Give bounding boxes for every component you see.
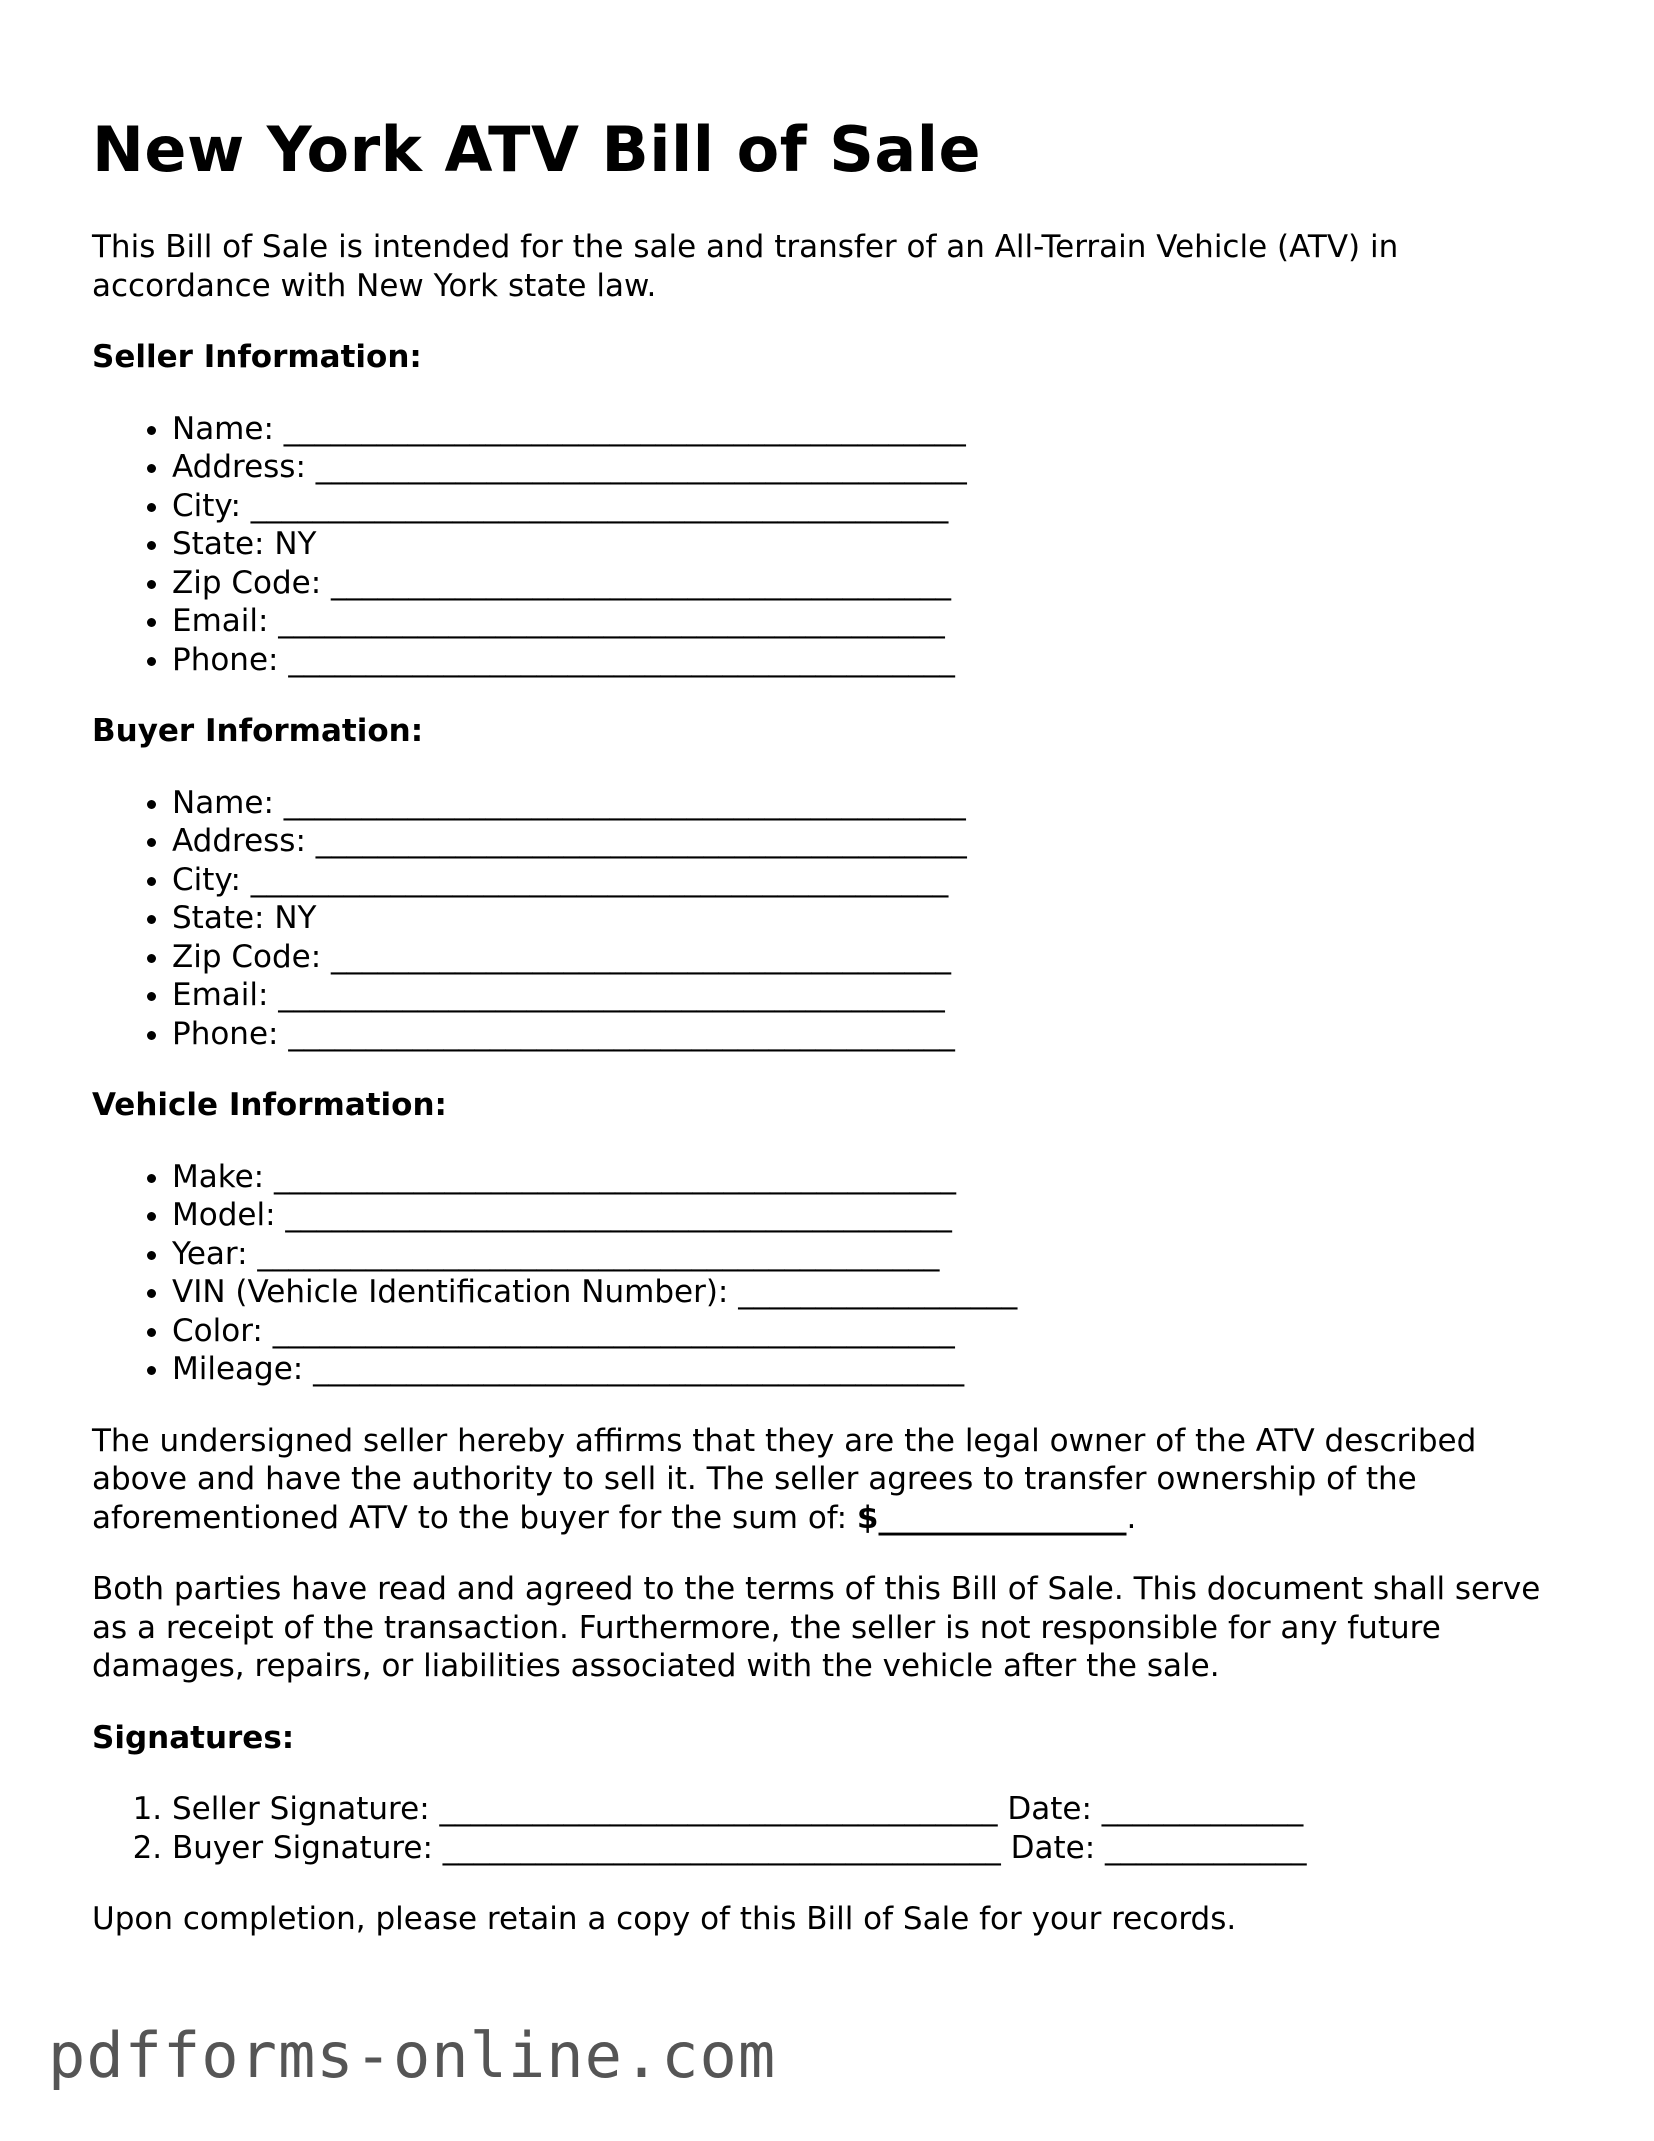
seller-name-field[interactable]: • Name: ____________________________________________ [172,410,1572,449]
buyer-heading: Buyer Information: [92,713,424,749]
seller-phone-field[interactable]: • Phone: ___________________________________________ [172,641,1572,680]
seller-signature-line[interactable]: 1. Seller Signature: ____________________________________ Date: _____________ [172,1790,1572,1829]
seller-address-field[interactable]: • Address: __________________________________________ [172,448,1572,487]
buyer-email-field[interactable]: • Email: ___________________________________________ [172,976,1572,1015]
affirmation-end: . [1126,1499,1137,1536]
page-title: New York ATV Bill of Sale [92,113,982,186]
buyer-signature-line[interactable]: 2. Buyer Signature: ____________________________________ Date: _____________ [172,1829,1572,1868]
vehicle-make-field[interactable]: • Make: ____________________________________________ [172,1158,1572,1197]
buyer-name-field[interactable]: • Name: ____________________________________________ [172,784,1572,823]
seller-heading: Seller Information: [92,339,422,375]
terms-paragraph: Both parties have read and agreed to the terms of this Bill of Sale. This document shall serve as a receipt of the transaction. Furthermore, the seller is not responsible for any future damages, repairs, or liabilities associated with the vehicle after the sale. [92,1571,1541,1684]
vehicle-heading: Vehicle Information: [92,1087,447,1123]
buyer-field-list [92,784,1572,1054]
seller-city-field[interactable]: • City: _____________________________________________ [172,487,1572,526]
signature-list [92,1790,1572,1867]
vehicle-year-field[interactable]: • Year: ____________________________________________ [172,1235,1572,1274]
buyer-city-field[interactable]: • City: _____________________________________________ [172,861,1572,900]
signatures-heading: Signatures: [92,1719,295,1756]
site-watermark: pdfforms-online.com [48,2019,777,2092]
document-page [92,110,1572,1972]
affirmation-text: The undersigned seller hereby affirms that they are the legal owner of the ATV described above and have the authority to sell it. The seller agrees to transfer ownership of the aforementioned ATV to the buyer for the sum of: [92,1422,1477,1536]
seller-field-list [92,410,1572,680]
buyer-zip-field[interactable]: • Zip Code: ________________________________________ [172,938,1572,977]
affirmation-paragraph [92,1422,1572,1538]
vehicle-field-list [92,1158,1572,1389]
vehicle-color-field[interactable]: • Color: ____________________________________________ [172,1312,1572,1351]
buyer-phone-field[interactable]: • Phone: ___________________________________________ [172,1015,1572,1054]
intro-paragraph: This Bill of Sale is intended for the sale and transfer of an All-Terrain Vehicle (ATV) in accordance with New York state law. [92,229,1399,304]
vehicle-mileage-field[interactable]: • Mileage: __________________________________________ [172,1350,1572,1389]
seller-state-field: • State: NY [172,525,1572,564]
closing-paragraph: Upon completion, please retain a copy of this Bill of Sale for your records. [92,1901,1237,1937]
seller-zip-field[interactable]: • Zip Code: ________________________________________ [172,564,1572,603]
vehicle-vin-field[interactable]: • VIN (Vehicle Identification Number): __________________ [172,1273,1572,1312]
buyer-state-field: • State: NY [172,899,1572,938]
vehicle-model-field[interactable]: • Model: ___________________________________________ [172,1196,1572,1235]
sale-amount-field[interactable]: $________________ [856,1499,1127,1536]
seller-email-field[interactable]: • Email: ___________________________________________ [172,602,1572,641]
buyer-address-field[interactable]: • Address: __________________________________________ [172,822,1572,861]
